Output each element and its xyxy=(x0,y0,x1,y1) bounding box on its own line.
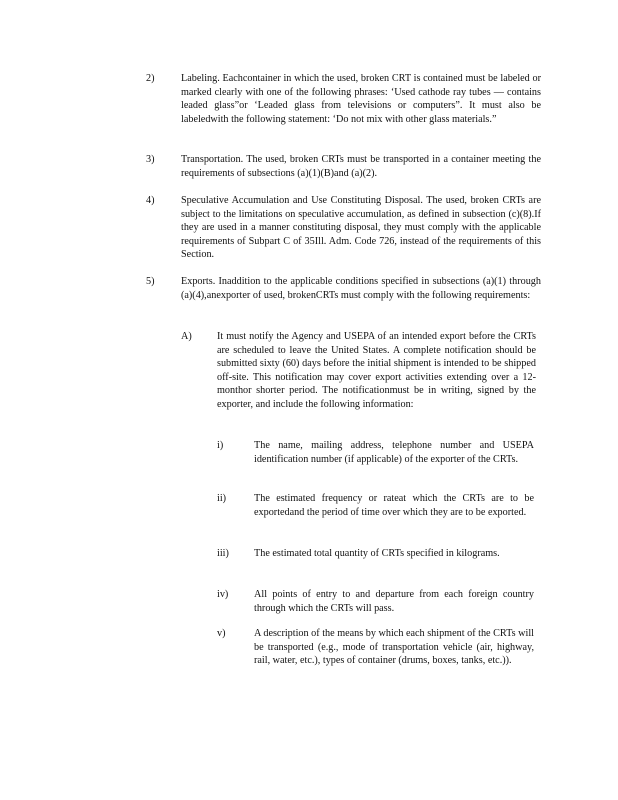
item-number: 3) xyxy=(146,154,155,165)
item-number: i) xyxy=(217,440,224,451)
item-text: Exports. Inaddition to the applicable conditions specified in subsections (a)(1) through (a)(4),anexporter of used, brokenCRTs must comply with the following requirements: xyxy=(181,276,541,301)
item-text: All points of entry to and departure from each foreign country through which the CRTs will pass. xyxy=(254,589,534,614)
item-text: The estimated frequency or rateat which the CRTs are to be exportedand the period of time over which they are to be exported. xyxy=(254,493,534,518)
item-number: 4) xyxy=(146,195,155,206)
item-number: 2) xyxy=(146,73,155,84)
item-number: 5) xyxy=(146,276,155,287)
item-text: Transportation. The used, broken CRTs must be transported in a container meeting the requirements of subsections (a)(1)(B)and (a)(2). xyxy=(181,154,541,179)
item-number: ii) xyxy=(217,493,227,504)
item-text: The name, mailing address, telephone number and USEPA identification number (if applicable) of the exporter of the CRTs. xyxy=(254,440,534,465)
item-text: Speculative Accumulation and Use Constituting Disposal. The used, broken CRTs are subject to the limitations on speculative accumulation, as defined in subsection (c)(8).If they are used in a manner constituting disposal, they must comply with the applicable requirements of Subpart C of 35Ill. Adm. Code 726, instead of the requirements of this Section. xyxy=(181,195,541,261)
item-number: A) xyxy=(181,331,192,342)
item-text: Labeling. Eachcontainer in which the used, broken CRT is contained must be labeled or marked clearly with one of the following phrases: ‘Used cathode ray tubes — contains leaded glass”or ‘Leaded glass from televisions or computers”. It must also be labeledwith the following statement: ‘Do not mix with other glass materials.” xyxy=(181,73,541,125)
item-number: iii) xyxy=(217,548,229,559)
item-number: iv) xyxy=(217,589,229,600)
item-text: It must notify the Agency and USEPA of an intended export before the CRTs are scheduled to leave the United States. A complete notification should be submitted sixty (60) days before the initial shipment is intended to be shipped off-site. This notification may cover export activities extending over a 12-monthor shorter period. The notificationmust be in writing, signed by the exporter, and include the following information: xyxy=(217,331,536,410)
item-text: The estimated total quantity of CRTs specified in kilograms. xyxy=(254,548,500,559)
item-number: v) xyxy=(217,628,226,639)
item-text: A description of the means by which each shipment of the CRTs will be transported (e.g., mode of transportation vehicle (air, highway, rail, water, etc.), types of container (drums, boxes, tanks, etc.)). xyxy=(254,628,534,667)
